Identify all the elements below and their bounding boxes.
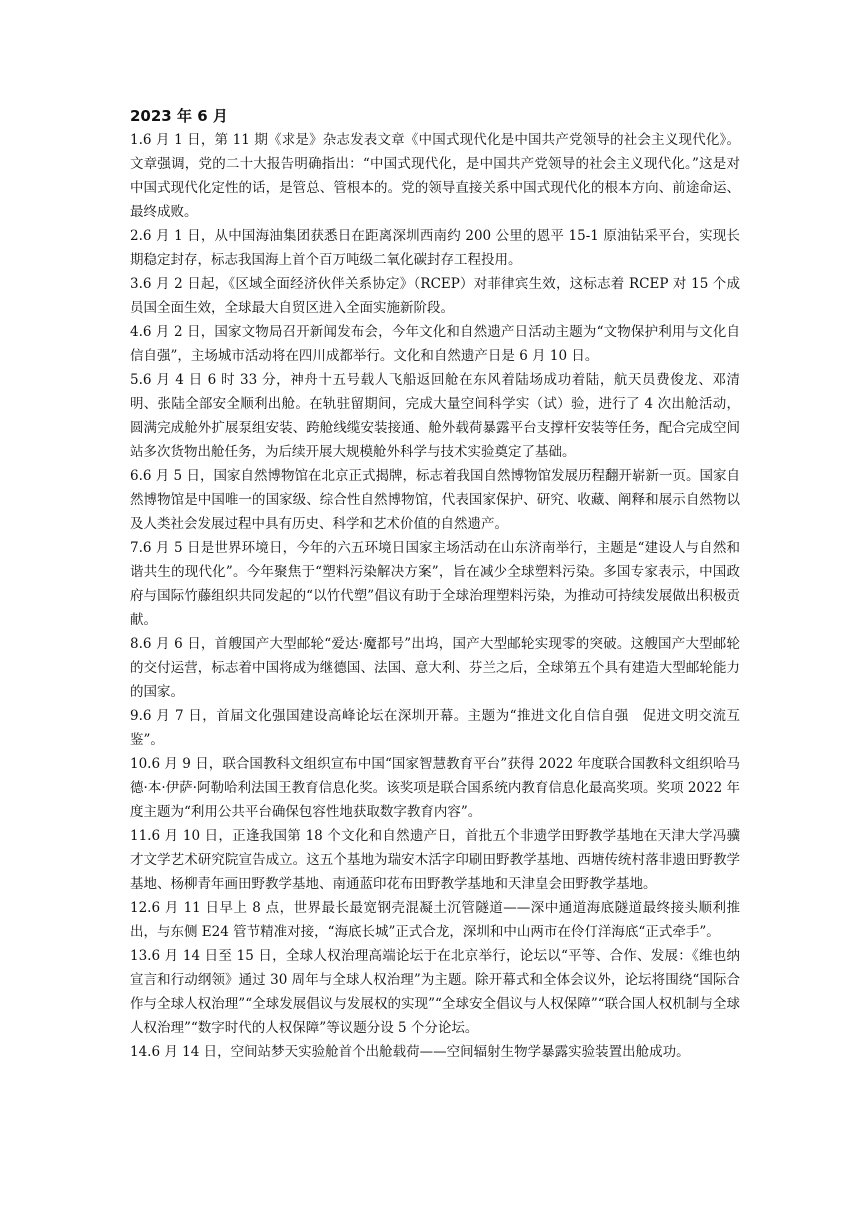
list-item: 3.6 月 2 日起，《区域全面经济伙伴关系协定》（RCEP）对菲律宾生效，这标志着 RCEP 对 15 个成员国全面生效，全球最大自贸区进入全面实施新阶段。	[130, 276, 740, 316]
list-item: 6.6 月 5 日，国家自然博物馆在北京正式揭牌，标志着我国自然博物馆发展历程翻开崭新一页。国家自然博物馆是中国唯一的国家级、综合性自然博物馆，代表国家保护、研究、收藏、阐释和展示自然物以及人类社会发展过程中具有历史、科学和艺术价值的自然遗产。	[130, 468, 740, 532]
list-item: 11.6 月 10 日，正逢我国第 18 个文化和自然遗产日，首批五个非遗学田野教学基地在天津大学冯骥才文学艺术研究院宣告成立。这五个基地为瑞安木活字印刷田野教学基地、西塘传统村落非遗田野教学基地、杨柳青年画田野教学基地、南通蓝印花布田野教学基地和天津皇会田野教学基地。	[130, 828, 740, 892]
list-item: 4.6 月 2 日，国家文物局召开新闻发布会，今年文化和自然遗产日活动主题为“文物保护利用与文化自信自强”，主场城市活动将在四川成都举行。文化和自然遗产日是 6 月 10 日。	[130, 324, 740, 364]
list-item: 9.6 月 7 日，首届文化强国建设高峰论坛在深圳开幕。主题为“推进文化自信自强 促进文明交流互鉴”。	[130, 708, 740, 748]
list-item: 10.6 月 9 日，联合国教科文组织宣布中国“国家智慧教育平台”获得 2022 年度联合国教科文组织哈马德·本·伊萨·阿勒哈利法国王教育信息化奖。该奖项是联合国系统内教育信息化最高奖项。奖项 2022 年度主题为“利用公共平台确保包容性地获取数字教育内容”。	[130, 756, 740, 820]
list-item: 12.6 月 11 日早上 8 点，世界最长最宽钢壳混凝土沉管隧道——深中通道海底隧道最终接头顺利推出，与东侧 E24 管节精准对接，“海底长城”正式合龙，深圳和中山两市在伶仃洋海底“正式牵手”。	[130, 900, 740, 940]
list-item: 7.6 月 5 日是世界环境日，今年的六五环境日国家主场活动在山东济南举行，主题是“建设人与自然和谐共生的现代化”。今年聚焦于“塑料污染解决方案”，旨在减少全球塑料污染。多国专家表示，中国政府与国际竹藤组织共同发起的“以竹代塑”倡议有助于全球治理塑料污染，为推动可持续发展做出积极贡献。	[130, 540, 740, 628]
list-item: 14.6 月 14 日，空间站梦天实验舱首个出舱载荷——空间辐射生物学暴露实验装置出舱成功。	[130, 1044, 690, 1060]
document-heading: 2023 年 6 月	[130, 107, 228, 125]
list-item: 8.6 月 6 日，首艘国产大型邮轮“爱达·魔都号”出坞，国产大型邮轮实现零的突破。这艘国产大型邮轮的交付运营，标志着中国将成为继德国、法国、意大利、芬兰之后，全球第五个具有建造大型邮轮能力的国家。	[130, 636, 740, 700]
list-item: 1.6 月 1 日，第 11 期《求是》杂志发表文章《中国式现代化是中国共产党领导的社会主义现代化》。文章强调，党的二十大报告明确指出：“中国式现代化，是中国共产党领导的社会主义现代化。”这是对中国式现代化定性的话，是管总、管根本的。党的领导直接关系中国式现代化的根本方向、前途命运、最终成败。	[130, 132, 740, 220]
list-item: 13.6 月 14 日至 15 日，全球人权治理高端论坛于在北京举行，论坛以“平等、合作、发展：《维也纳宣言和行动纲领》通过 30 周年与全球人权治理”为主题。除开幕式和全体会议外，论坛将围绕“国际合作与全球人权治理”“全球发展倡议与发展权的实现”“全球安全倡议与人权保障”“联合国人权机制与全球人权治理”“数字时代的人权保障”等议题分设 5 个分论坛。	[130, 948, 740, 1036]
document-page	[130, 104, 740, 1064]
list-item: 5.6 月 4 日 6 时 33 分，神舟十五号载人飞船返回舱在东风着陆场成功着陆，航天员费俊龙、邓清明、张陆全部安全顺利出舱。在轨驻留期间，完成大量空间科学实（试）验，进行了 4 次出舱活动，圆满完成舱外扩展泵组安装、跨舱线缆安装接通、舱外载荷暴露平台支撑杆安装等任务，配合完成空间站多次货物出舱任务，为后续开展大规模舱外科学与技术实验奠定了基础。	[130, 372, 740, 460]
list-item: 2.6 月 1 日，从中国海油集团获悉日在距离深圳西南约 200 公里的恩平 15-1 原油钻采平台，实现长期稳定封存，标志我国海上首个百万吨级二氧化碳封存工程投用。	[130, 228, 740, 268]
